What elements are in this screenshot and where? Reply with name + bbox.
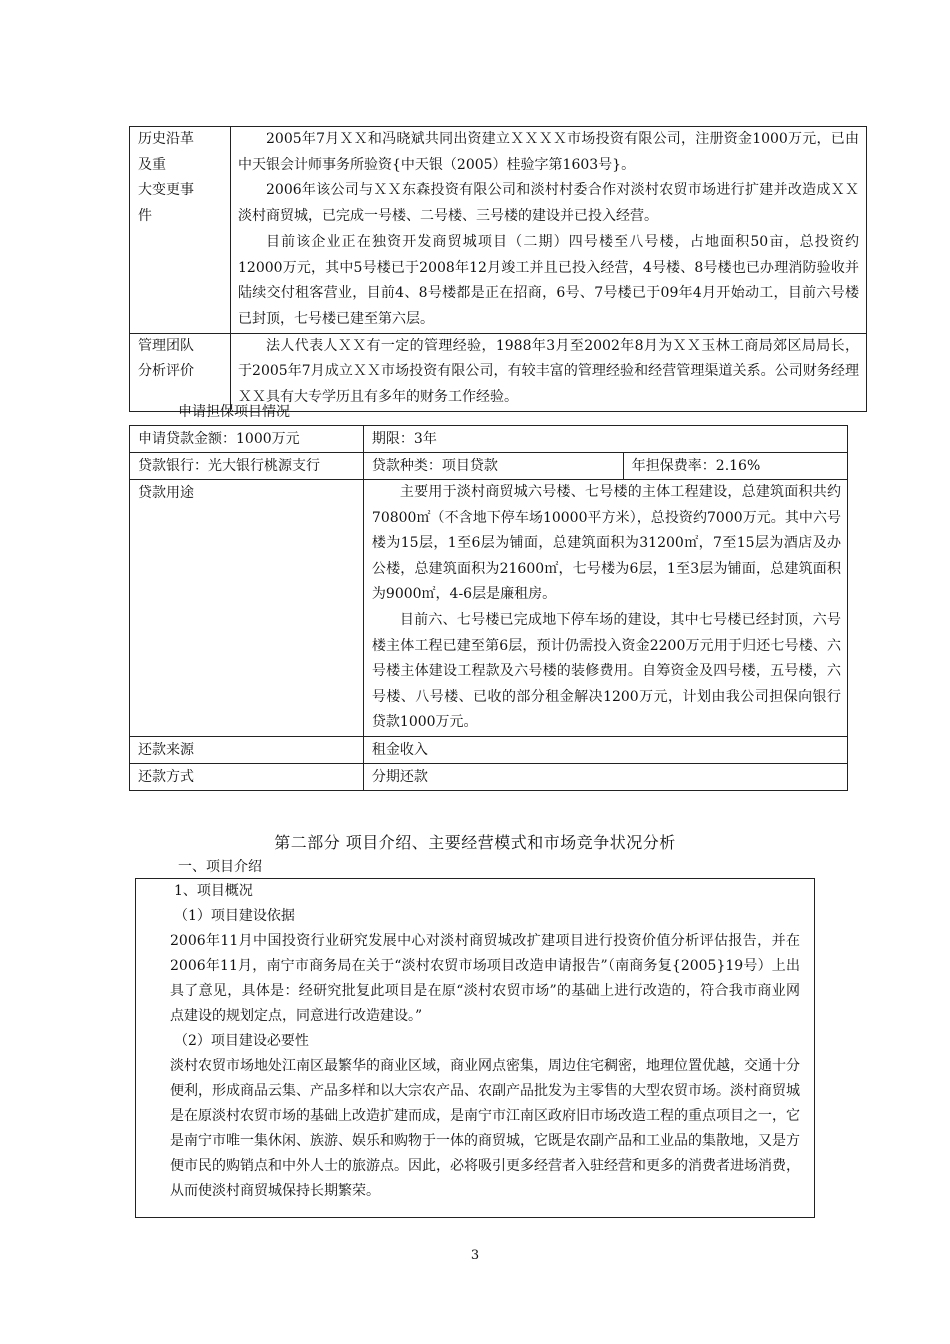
history-row bbox=[130, 127, 867, 334]
loan-usage-content bbox=[363, 480, 847, 737]
history-content bbox=[231, 127, 867, 334]
loan-type: 贷款种类：项目贷款 bbox=[363, 453, 623, 480]
basis-title: （1）项目建设依据 bbox=[174, 908, 295, 924]
loan-usage-paragraph: 目前六、七号楼已完成地下停车场的建设，其中七号楼已经封顶，六号楼主体工程已建至第6层，预计仍需投入资金2200万元用于归还七号楼、六号楼主体建设工程款及六号楼的装修费用。自筹资金及四号楼，五号楼，六号楼、八号楼、已收的部分租金解决1200万元，计划由我公司担保向银行贷款1000万元。 bbox=[371, 611, 841, 731]
basis-text: 2006年11月中国投资行业研究发展中心对淡村商贸城改扩建项目进行投资价值分析评估报告，并在2006年11月，南宁市商务局在关于“淡村农贸市场项目改造申请报告”（南商务复{2005}19号）上出具了意见，具体是：经研究批复此项目是在原“淡村农贸市场”的基础上进行改造的，符合我市商业网点建设的规划定点，同意进行改造建设。” bbox=[170, 933, 800, 1024]
loan-amount: 申请贷款金额：1000万元 bbox=[130, 426, 364, 453]
history-paragraph: 目前该企业正在独资开发商贸城项目（二期）四号楼至八号楼，占地面积50亩，总投资约12000万元，其中5号楼已于2008年12月竣工并且已投入经营，4号楼、8号楼也已办理消防验收并陆续交付租客营业，目前4、8号楼都是正在招商，6号、7号楼已于09年4月开始动工，目前六号楼已封顶，七号楼已建至第六层。 bbox=[238, 233, 859, 327]
repay-method-value: 分期还款 bbox=[363, 763, 847, 790]
history-paragraph: 2006年该公司与ＸＸ东森投资有限公司和淡村村委合作对淡村农贸市场进行扩建并改造成ＸＸ淡村商贸城，已完成一号楼、二号楼、三号楼的建设并已投入经营。 bbox=[238, 182, 859, 225]
history-label-line: 大变更事 bbox=[138, 182, 194, 199]
management-paragraph: 法人代表人ＸＸ有一定的管理经验，1988年3月至2002年8月为ＸＸ玉林工商局郊区局局长，于2005年7月成立ＸＸ市场投资有限公司，有较丰富的管理经验和经营管理渠道关系。公司财务经理ＸＸ具有大专学历且有多年的财务工作经验。 bbox=[238, 337, 859, 406]
history-label-line: 件 bbox=[138, 208, 152, 225]
loan-bank: 贷款银行：光大银行桃源支行 bbox=[130, 453, 364, 480]
repay-source-label: 还款来源 bbox=[130, 736, 364, 763]
part-heading: 第二部分 项目介绍、主要经营模式和市场竞争状况分析 bbox=[274, 833, 676, 852]
loan-row-repay-method bbox=[130, 763, 848, 790]
guarantee-caption: 申请担保项目情况 bbox=[178, 404, 290, 420]
necessity-title: （2）项目建设必要性 bbox=[174, 1033, 309, 1049]
company-info-table bbox=[129, 126, 867, 412]
loan-row-repay-source bbox=[130, 736, 848, 763]
page-number: 3 bbox=[470, 1248, 480, 1263]
history-paragraph: 2005年7月ＸＸ和冯晓斌共同出资建立ＸＸＸＸ市场投资有限公司，注册资金1000万元，已由中天银会计师事务所验资{中天银（2005）桂验字第1603号}。 bbox=[238, 131, 859, 173]
loan-table bbox=[129, 425, 848, 791]
loan-row-bank bbox=[130, 453, 848, 480]
repay-method-label: 还款方式 bbox=[130, 763, 364, 790]
management-label-line: 管理团队 bbox=[138, 337, 194, 354]
loan-usage-label: 贷款用途 bbox=[130, 480, 364, 737]
loan-row-usage bbox=[130, 480, 848, 737]
loan-usage-paragraph: 主要用于淡村商贸城六号楼、七号楼的主体工程建设，总建筑面积共约70800㎡（不含地下停车场10000平方米），总投资约7000万元。其中六号楼为15层，1至6层为铺面，总建筑面积为31200㎡，7至15层为酒店及办公楼，总建筑面积为21600㎡，七号楼为6层，1至3层为铺面，总建筑面积为9000㎡，4-6层是廉租房。 bbox=[371, 484, 841, 603]
overview-title: 1、项目概况 bbox=[174, 883, 253, 899]
loan-fee-rate: 年担保费率：2.16% bbox=[623, 453, 847, 480]
history-label-line: 及重 bbox=[138, 156, 166, 173]
management-content bbox=[231, 333, 867, 411]
loan-row-amount bbox=[130, 426, 848, 453]
section-title: 一、项目介绍 bbox=[178, 859, 262, 875]
project-intro-box bbox=[135, 878, 815, 1218]
repay-source-value: 租金收入 bbox=[363, 736, 847, 763]
necessity-text: 淡村农贸市场地处江南区最繁华的商业区域，商业网点密集，周边住宅稠密，地理位置优越，交通十分便利，形成商品云集、产品多样和以大宗农产品、农副产品批发为主零售的大型农贸市场。淡村商贸城是在原淡村农贸市场的基础上改造扩建而成，是南宁市江南区政府旧市场改造工程的重点项目之一，它是南宁市唯一集休闲、族游、娱乐和购物于一体的商贸城，它既是农副产品和工业品的集散地，又是方便市民的购销点和中外人士的旅游点。因此，必将吸引更多经营者入驻经营和更多的消费者进场消费，从而使淡村商贸城保持长期繁荣。 bbox=[170, 1058, 800, 1199]
loan-term: 期限：3年 bbox=[363, 426, 847, 453]
management-label-line: 分析评价 bbox=[138, 363, 194, 380]
history-label bbox=[130, 127, 231, 334]
history-label-line: 历史沿革 bbox=[138, 131, 194, 147]
